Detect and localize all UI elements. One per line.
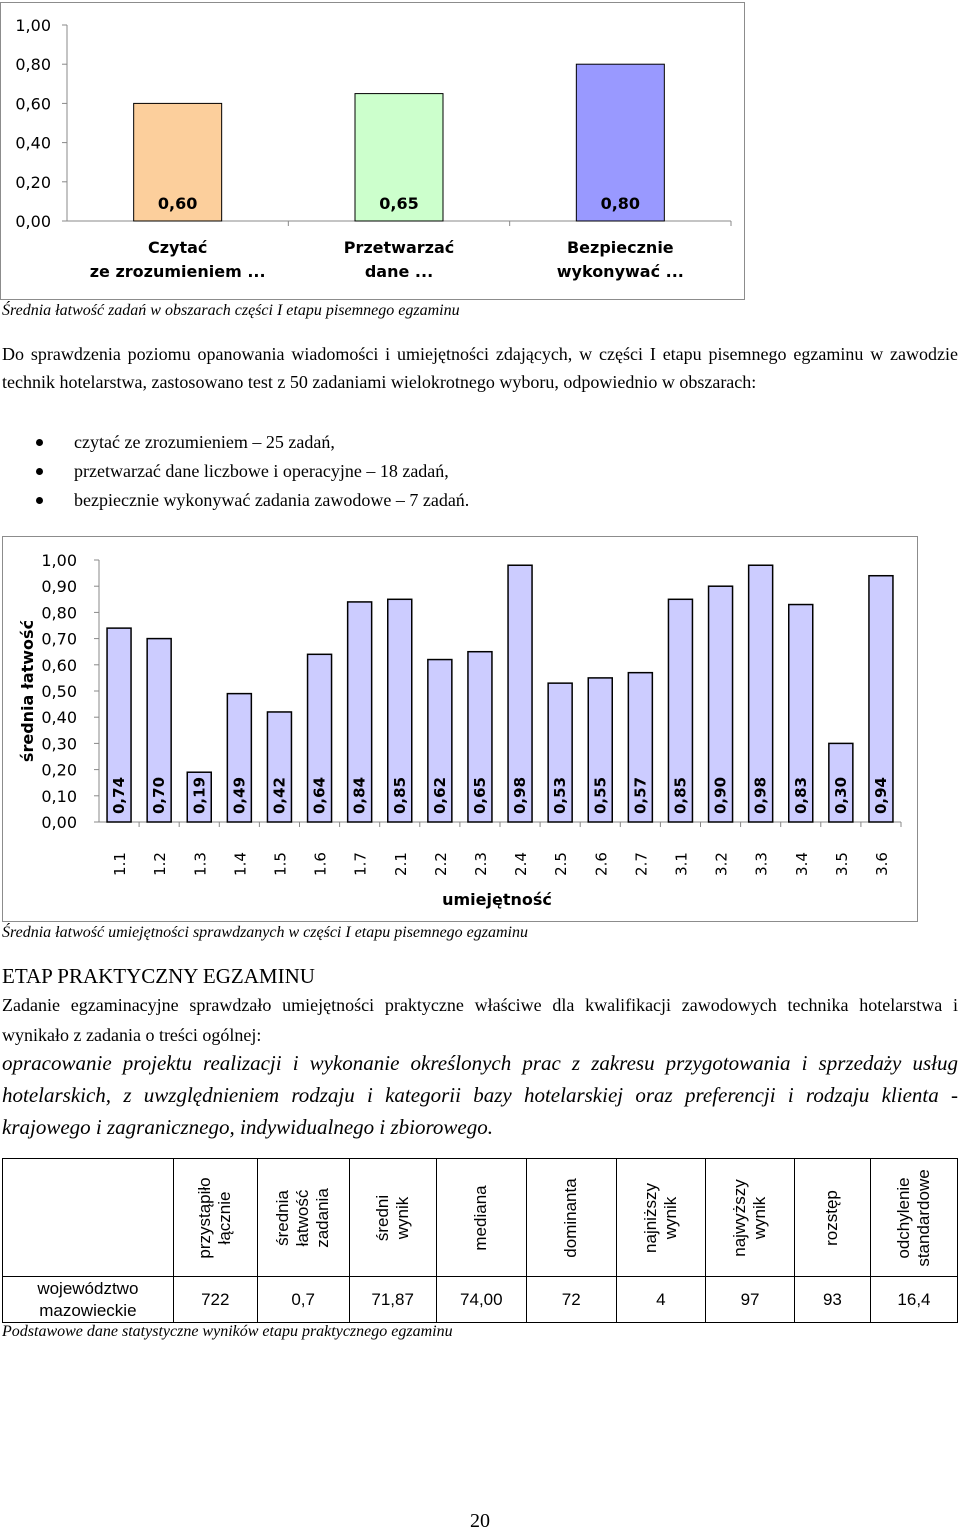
header-mean-score: średni wynik (372, 1194, 412, 1241)
category-label: 1.5 (271, 852, 290, 876)
category-label: 2.7 (632, 852, 651, 876)
category-label: 3.1 (672, 852, 691, 876)
skill-chart-frame (2, 536, 918, 922)
category-label: wykonywać ... (556, 262, 684, 281)
bar-value-label: 0,30 (831, 776, 850, 814)
bar-value-label: 0,57 (631, 776, 650, 814)
cell-std-dev: 16,4 (870, 1277, 957, 1323)
y-tick-label: 0,70 (41, 629, 77, 649)
practical-paragraph: Zadanie egzaminacyjne sprawdzało umiejętności praktyczne właściwe dla kwalifikacji zawodowych technika hotelarstwa i wynikało z zadania o treści ogólnej: (2, 995, 958, 1045)
y-tick-label: 0,50 (41, 682, 77, 701)
category-label: Przetwarzać (343, 238, 455, 257)
bullet-icon (36, 497, 43, 504)
cell-participants: 722 (173, 1277, 257, 1323)
section-heading: ETAP PRAKTYCZNY EGZAMINU (2, 964, 315, 988)
header-std-dev: odchylenie standardowe (893, 1168, 933, 1267)
bar-value-label: 0,85 (671, 776, 690, 814)
table-header-cell (173, 1159, 257, 1277)
header-participants: przystąpiło łącznie (195, 1176, 235, 1259)
bar-value-label: 0,98 (511, 776, 530, 814)
category-label: 3.2 (712, 852, 731, 876)
intro-paragraph: Do sprawdzenia poziomu opanowania wiadomości i umiejętności zdających, w części I etapu pisemnego egzaminu w zawodzie technik hotelarstwa, zastosowano test z 50 zadaniami wielokrotnego wyboru, odpowiednio w obszarach: (2, 344, 958, 392)
bar-value-label: 0,83 (791, 776, 810, 814)
bar-value-label: 0,94 (871, 776, 890, 814)
bar-value-label: 0,80 (600, 194, 641, 213)
table-header-cell (436, 1159, 526, 1277)
skill-chart-caption: Średnia łatwość umiejętności sprawdzanych w części I etapu pisemnego egzaminu (2, 924, 528, 941)
table-header-cell (870, 1159, 957, 1277)
bar-value-label: 0,60 (157, 194, 198, 213)
table-header-cell (526, 1159, 616, 1277)
stats-table (2, 1158, 958, 1323)
table-corner-cell (3, 1159, 174, 1277)
table-row (3, 1277, 958, 1323)
header-range: rozstęp (822, 1189, 842, 1246)
bar-value-label: 0,64 (310, 776, 329, 814)
y-tick-label: 0,30 (41, 734, 77, 754)
category-label: 1.3 (191, 852, 210, 876)
category-label: 2.4 (512, 852, 531, 876)
bullet-icon (36, 468, 43, 475)
table-header-cell (794, 1159, 870, 1277)
cell-median: 74,00 (436, 1277, 526, 1323)
bar-value-label: 0,74 (110, 776, 129, 814)
table-caption: Podstawowe dane statystyczne wyników etapu praktycznego egzaminu (2, 1323, 453, 1340)
header-mode: dominanta (561, 1177, 581, 1258)
category-label: ze zrozumieniem ... (89, 262, 266, 281)
cell-max: 97 (706, 1277, 795, 1323)
bar-value-label: 0,70 (150, 776, 169, 814)
skill-ease-chart (3, 537, 917, 921)
bar-value-label: 0,84 (350, 776, 369, 814)
category-label: 2.3 (471, 852, 490, 876)
category-label: 3.6 (872, 852, 891, 876)
category-label: 1.4 (231, 852, 250, 876)
cell-mean-ease: 0,7 (257, 1277, 349, 1323)
y-tick-label: 0,00 (15, 212, 51, 231)
category-label: dane ... (364, 262, 434, 281)
area-ease-chart (1, 3, 744, 299)
practical-task: opracowanie projektu realizacji i wykonanie określonych prac z zakresu przygotowania i sprzedaży usług hotelarskich, z uwzględnieniem rodzaju i kategorii bazy hotelarskiej oraz preferencji i rodzaju klienta - krajowego i zagranicznego, indywidualnego i zbiorowego. (2, 1051, 958, 1139)
row-label: województwo mazowieckie (3, 1277, 174, 1323)
y-tick-label: 0,20 (41, 760, 77, 780)
category-label: 2.1 (391, 852, 410, 876)
category-label: Bezpiecznie (566, 238, 674, 257)
page-number: 20 (470, 1510, 490, 1532)
cell-mode: 72 (526, 1277, 616, 1323)
bar-value-label: 0,49 (230, 776, 249, 814)
bar-value-label: 0,98 (751, 776, 770, 814)
category-label: 3.4 (792, 852, 811, 876)
x-axis-title: umiejętność (442, 890, 552, 909)
y-tick-label: 0,40 (41, 708, 77, 728)
y-tick-label: 0,00 (41, 813, 77, 832)
category-label: 1.6 (311, 852, 330, 876)
list-item: przetwarzać dane liczbowe i operacyjne – 18 zadań, (0, 457, 900, 486)
areas-list (0, 428, 900, 515)
table-header-cell (706, 1159, 795, 1277)
bar-value-label: 0,42 (270, 776, 289, 814)
table-header-cell (616, 1159, 706, 1277)
category-label: 2.2 (431, 852, 450, 876)
cell-min: 4 (616, 1277, 706, 1323)
category-label: 2.5 (552, 852, 571, 876)
category-label: 1.7 (351, 852, 370, 876)
y-tick-label: 0,40 (15, 133, 51, 153)
category-label: 3.5 (832, 852, 851, 876)
category-label: 1.1 (111, 852, 130, 876)
y-tick-label: 0,80 (15, 55, 51, 75)
bar-value-label: 0,62 (430, 776, 449, 814)
y-tick-label: 0,80 (41, 603, 77, 623)
header-median: mediana (471, 1184, 491, 1251)
bar-value-label: 0,19 (190, 776, 209, 814)
cell-range: 93 (794, 1277, 870, 1323)
table-header-row (3, 1159, 958, 1277)
area-chart-caption: Średnia łatwość zadań w obszarach części I etapu pisemnego egzaminu (2, 302, 460, 319)
table-header-cell (257, 1159, 349, 1277)
bar-value-label: 0,90 (711, 776, 730, 814)
table-header-cell (349, 1159, 436, 1277)
bar-value-label: 0,55 (591, 776, 610, 814)
y-tick-label: 0,20 (15, 172, 51, 192)
y-tick-label: 1,00 (41, 551, 77, 570)
y-axis-title: średnia łatwość (18, 619, 37, 763)
bar-value-label: 0,65 (470, 776, 489, 814)
category-label: 1.2 (151, 852, 170, 876)
y-tick-label: 0,10 (41, 786, 77, 806)
y-tick-label: 0,60 (15, 94, 51, 114)
y-tick-label: 0,60 (41, 655, 77, 675)
bar-value-label: 0,53 (551, 776, 570, 814)
category-label: 2.6 (592, 852, 611, 876)
y-tick-label: 0,90 (41, 577, 77, 597)
header-mean-ease: średnia łatwość zadania (273, 1187, 333, 1248)
list-item: bezpiecznie wykonywać zadania zawodowe – 7 zadań. (0, 486, 900, 515)
header-max: najwyższy wynik (730, 1178, 770, 1257)
bar-value-label: 0,85 (390, 776, 409, 814)
bullet-icon (36, 439, 43, 446)
y-tick-label: 1,00 (15, 16, 51, 35)
area-chart-frame (0, 2, 745, 300)
cell-mean-score: 71,87 (349, 1277, 436, 1323)
header-min: najniższy wynik (640, 1182, 680, 1253)
category-label: Czytać (147, 238, 208, 257)
list-item: czytać ze zrozumieniem – 25 zadań, (0, 428, 900, 457)
category-label: 3.3 (752, 852, 771, 876)
bar-value-label: 0,65 (379, 194, 419, 213)
